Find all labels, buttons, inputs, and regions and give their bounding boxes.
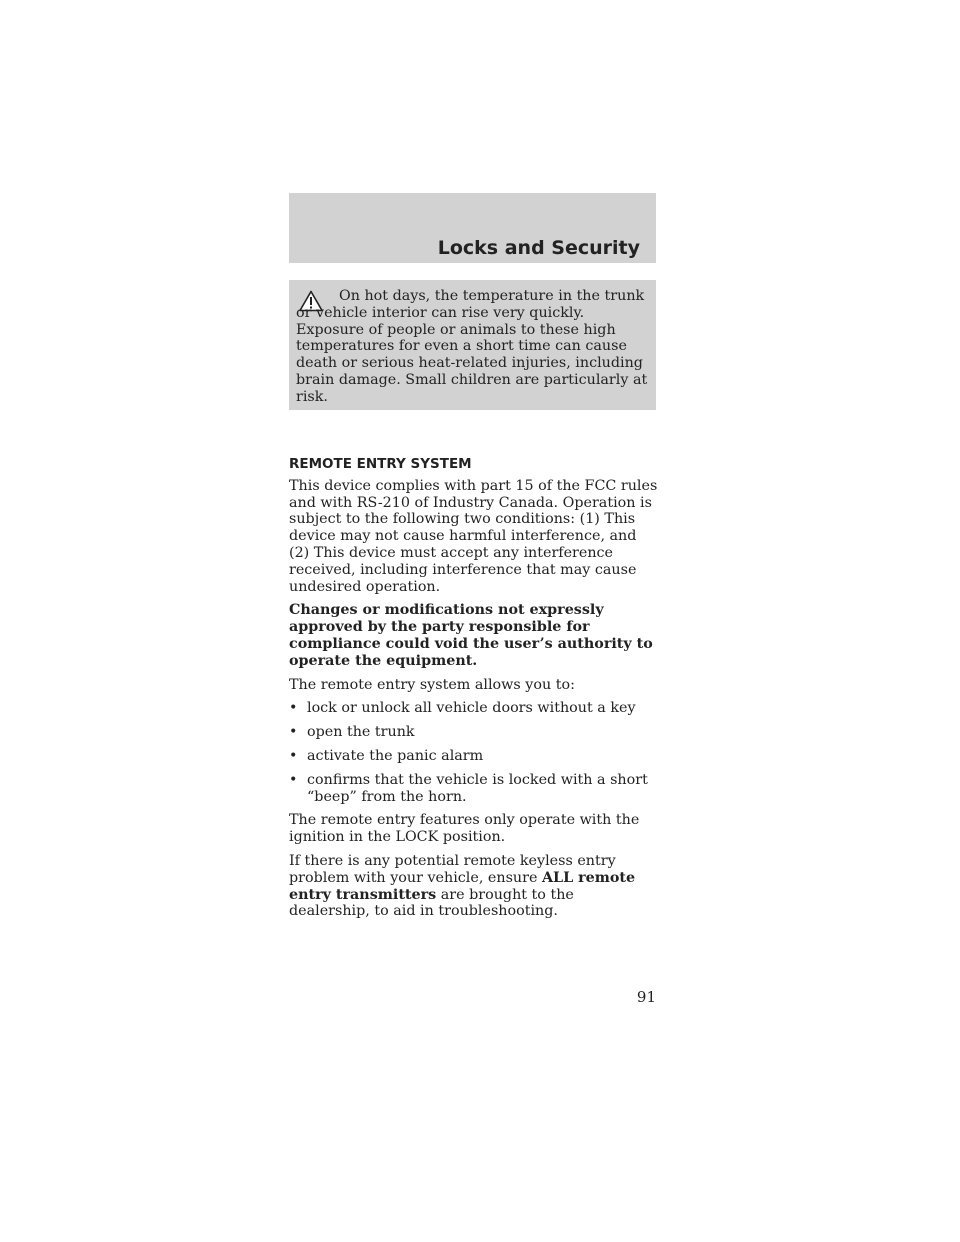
list-item [289,772,659,806]
intro-paragraph: The remote entry system allows you to: [289,676,575,693]
lock-note-paragraph: The remote entry features only operate with the ignition in the LOCK position. [289,812,640,846]
list-item [289,724,659,741]
warning-box [289,280,656,410]
section-header-bar [289,193,656,263]
warning-text: On hot days, the temperature in the trunk or vehicle interior can rise very quickly. Exposure of people or animals to these high temperatures for even a short time can cause death or serious heat-related injuries, including brain damage. Small children are particularly at risk. [296,288,648,405]
feature-list [289,700,659,805]
section-heading: REMOTE ENTRY SYSTEM [289,456,472,472]
troubleshooting-emphasis: ALL remote entry transmitters [289,869,636,903]
main-content [289,456,659,927]
bullet-icon: • [289,724,298,741]
list-item [289,700,659,717]
changes-warning-paragraph: Changes or modifications not expressly approved by the party responsible for compliance could void the user’s authority to operate the equipment. [289,602,653,669]
troubleshooting-text-end: are brought to the dealership, to aid in troubleshooting. [289,886,574,920]
list-item-text: open the trunk [307,724,415,741]
list-item [289,748,659,765]
troubleshooting-text-start: If there is any potential remote keyless entry problem with your vehicle, ensure [289,852,616,886]
bullet-icon: • [289,771,298,788]
list-item-text: activate the panic alarm [307,747,484,764]
list-item-text: confirms that the vehicle is locked with a short “beep” from the horn. [307,771,648,805]
bullet-icon: • [289,747,298,764]
page-number: 91 [636,988,656,1006]
troubleshooting-paragraph [289,853,659,920]
section-title: Locks and Security [437,237,640,259]
fcc-paragraph: This device complies with part 15 of the FCC rules and with RS-210 of Industry Canada. Operation is subject to the following two conditions: (1) This device may not cause harmful interference, and (2) This device must accept any interference received, including interference that may cause undesired operation. [289,477,658,595]
bullet-icon: • [289,700,298,717]
list-item-text: lock or unlock all vehicle doors without a key [307,700,636,717]
